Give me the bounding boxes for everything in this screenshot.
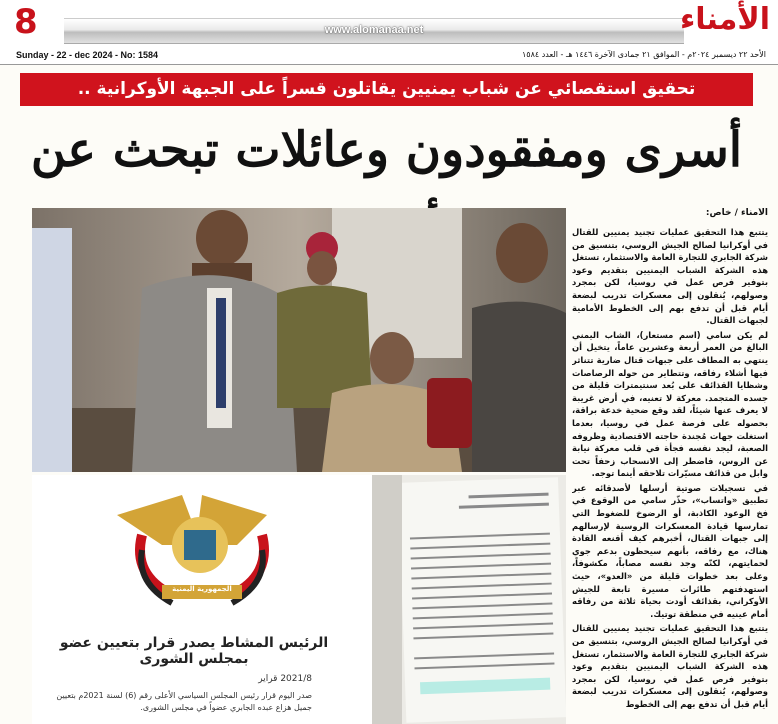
news-photo-illustration — [32, 208, 566, 472]
document-date: 2021/8 قراير — [258, 674, 312, 684]
issue-date-english: Sunday - 22 - dec 2024 - No: 1584 — [16, 50, 159, 60]
article-headline: أسرى ومفقودون وعائلات تبحث عن — [30, 122, 743, 178]
website-bar — [64, 18, 684, 44]
emblem-ribbon-text: الجمهورية اليمنية — [172, 585, 232, 593]
website-url[interactable]: www.alomanaa.net — [324, 24, 424, 36]
subtitle-banner — [20, 73, 753, 106]
document-scan — [32, 475, 566, 724]
page-number: 8 — [14, 2, 38, 42]
article-subtitle: تحقيق استقصائي عن شباب يمنيين يقاتلون قسراً على الجبهة الأوكرانية .. — [77, 79, 696, 99]
article-paragraph: يتتبع هذا التحقيق عمليات تجنيد يمنيين للقتال في أوكرانيا لصالح الجيش الروسي، بتنسيق من شركة الجابري للتجارة العامة والاستثمار، تستغل هذه الشركة الشباب اليمنيين بتقديم وعود بتوفير فرص عمل في روسيا، لكن بمجرد وصولهم، يُنقلون إلى معسكرات تدريب لبضعة أيام قبل أن تدفع بهم إلى الخطوط — [572, 623, 768, 709]
document-title: الرئيس المشاط يصدر قرار بتعيين عضو بمجلس الشورى — [59, 635, 329, 667]
dateline — [0, 48, 778, 65]
masthead — [0, 0, 778, 48]
newspaper-logo: الأمناء — [679, 2, 770, 37]
issue-date-arabic: الأحد ٢٢ ديسمبر ٢٠٢٤م - الموافق ٢١ جمادى الآخرة ١٤٤٦ هـ - العدد ١٥٨٤ — [521, 50, 766, 59]
news-photo — [32, 208, 566, 472]
article-paragraph: يتتبع هذا التحقيق عمليات تجنيد يمنيين للقتال في أوكرانيا لصالح الجيش الروسي، بتنسيق من شركة الجابري للتجارة العامة والاستثمار، تستغل هذه الشركة الشباب اليمنيين بتقديم وعود بتوفير فرص عمل في روسيا، لكن بمجرد وصولهم، يُنقلون إلى معسكرات تدريب لبضعة أيام قبل أن تدفع بهم إلى الخطوط الأمامية لجبهات القتال. — [572, 227, 768, 326]
yemen-emblem-graphic — [32, 475, 566, 724]
document-body: صدر اليوم قرار رئيس المجلس السياسي الأعلى رقم (6) لسنة 2021م بتعيين جميل هزاع عبده الجابري عضواً في مجلس الشورى. — [56, 691, 312, 712]
article-paragraph: لم يكن سامي (اسم مستعار)، الشاب اليمني البالغ من العمر أربعة وعشرين عاماً، يتخيل أن ينتهي به المطاف على جبهات قتال ضارية تتناثر فيها أشلاء رفاقه، وتتطاير من حوله الرصاصات وشظايا القذائف على بُعد سنتيمترات قليلة من جسده المتجمد. معركة لا تعنيه، في أرض غريبة لا يعرف عنها شيئاً، لقد وقع ضحية خدعة براقة، بحصوله على فرصة عمل في روسيا، بعدما استغلت جهات مُجندة حاجته الاقتصادية وظروفه الصعبة، ليجد نفسه فجأة في قلب معركة نيابة عن الروس، فاضطر إلى الانسحاب زحفاً تحت وابل من قذائف مسيّرات تلاحقه أينما توجه. — [572, 329, 768, 479]
article-paragraph: في تسجيلات صوتية أرسلها لأصدقائه عبر تطبيق «واتساب»، حذّر سامي من الوقوع في فخ الوعود الكاذبة، أو الرضوخ للضغوط التي تمارسها قيادة المعسكرات الروسية لإرسالهم إلى جبهات القتال، أخبرهم كيف أقنعه القادة هناك، مع رفاقه، بأنهم سيحظون بدعم جوي لحمايتهم، لكنّه وجد نفسه مصاباً، مكشوفاً، وعلى بعد خطوات قليلة من «العدو»، حيث استهدفتهم طائرات مسيرة تابعة للجيش الأوكراني، بقذائف أودت بحياة ثلاثة من رفاقه أمام عينيه في منطقة توتيك. — [572, 482, 768, 619]
article-byline: الأمناء / خاص: — [705, 208, 768, 218]
article-column — [572, 208, 768, 724]
